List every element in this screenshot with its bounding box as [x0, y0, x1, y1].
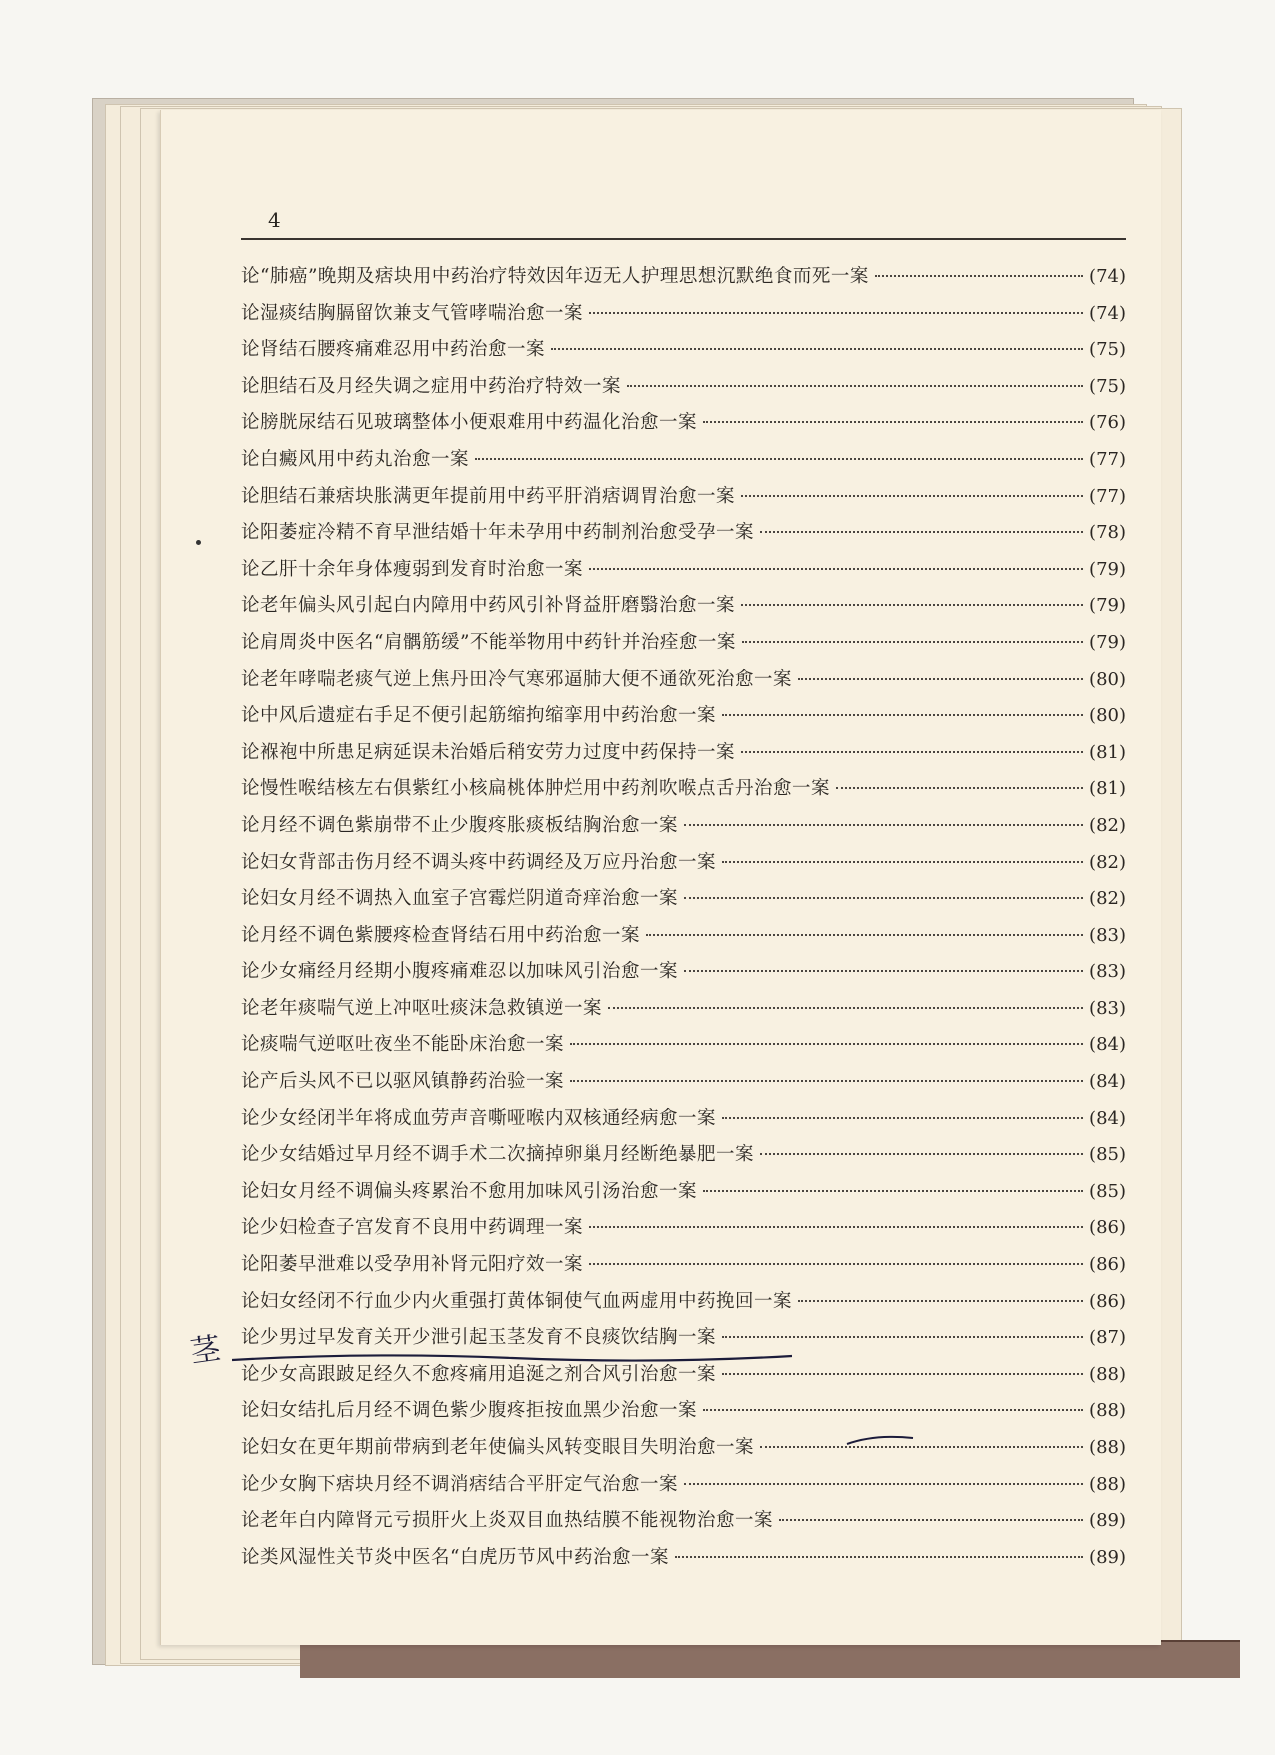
toc-dot-leader [589, 311, 1083, 314]
toc-entry-page: (74) [1089, 266, 1126, 287]
toc-entry [241, 884, 1126, 921]
toc-entry-page: (80) [1089, 705, 1126, 727]
toc-entry-page: (82) [1089, 851, 1126, 873]
toc-dot-leader [760, 1445, 1083, 1448]
toc-entry [241, 1213, 1126, 1250]
toc-dot-leader [475, 457, 1083, 460]
toc-dot-leader [589, 1225, 1083, 1228]
toc-entry [241, 555, 1126, 592]
toc-entry-page: (80) [1089, 668, 1126, 690]
toc-dot-leader [875, 274, 1083, 277]
toc-dot-leader [570, 1079, 1083, 1082]
toc-dot-leader [722, 860, 1083, 863]
toc-entry-title: 论中风后遗症右手足不便引起筋缩拘缩挛用中药治愈一案 [241, 705, 717, 727]
toc-entry [241, 372, 1126, 409]
toc-entry [241, 848, 1126, 885]
toc-dot-leader [760, 530, 1083, 533]
toc-entry-page: (79) [1089, 631, 1126, 653]
toc-entry-title: 论褓袍中所患足病延误未治婚后稍安劳力过度中药保持一案 [241, 741, 736, 763]
toc-entry [241, 1396, 1126, 1433]
toc-entry [241, 299, 1126, 336]
toc-entry-title: 论阳萎症冷精不育早泄结婚十年未孕用中药制剂治愈受孕一案 [241, 522, 755, 544]
toc-entry-page: (85) [1089, 1144, 1126, 1166]
toc-entry-title: 论老年哮喘老痰气逆上焦丹田冷气寒邪逼肺大便不通欲死治愈一案 [241, 668, 793, 690]
toc-entry [241, 994, 1126, 1031]
toc-entry-title: 论乙肝十余年身体瘦弱到发育时治愈一案 [241, 558, 584, 580]
toc-entry-title: 论类风湿性关节炎中医名“白虎历节风中药治愈一案 [241, 1546, 669, 1568]
toc-dot-leader [798, 1299, 1083, 1302]
handwritten-margin-note: 茎 [188, 1331, 223, 1370]
toc-entry [241, 957, 1126, 994]
toc-dot-leader [722, 1372, 1083, 1375]
toc-entry-title: 论少女经闭半年将成血劳声音嘶哑喉内双核通经病愈一案 [241, 1107, 717, 1129]
toc-entry-title: 论阳萎早泄难以受孕用补肾元阳疗效一案 [241, 1254, 584, 1276]
toc-entry [241, 921, 1126, 958]
toc-entry-page: (89) [1089, 1546, 1126, 1568]
toc-entry [241, 1287, 1126, 1324]
toc-entry-page: (75) [1089, 375, 1126, 397]
toc-dot-leader [627, 384, 1083, 387]
toc-entry-title: 论妇女经闭不行血少内火重强打黄体铜使气血两虚用中药挽回一案 [241, 1290, 793, 1312]
toc-entry-page: (83) [1089, 961, 1126, 983]
toc-entry-title: 论少妇检查子宫发育不良用中药调理一案 [241, 1217, 584, 1239]
toc-entry [241, 591, 1126, 628]
toc-entry [241, 408, 1126, 445]
toc-entry-title: 论妇女在更年期前带病到老年使偏头风转变眼目失明治愈一案 [241, 1437, 755, 1458]
toc-entry-title: 论妇女月经不调热入血室子宫霉烂阴道奇痒治愈一案 [241, 888, 679, 910]
toc-entry-page: (85) [1089, 1180, 1126, 1202]
toc-dot-leader [570, 1042, 1083, 1045]
toc-entry [241, 1177, 1126, 1214]
toc-entry [241, 335, 1126, 372]
toc-dot-leader [703, 1189, 1083, 1192]
toc-entry-title: 论肾结石腰疼痛难忍用中药治愈一案 [241, 339, 546, 361]
toc-entry-title: 论妇女背部击伤月经不调头疼中药调经及万应丹治愈一案 [241, 851, 717, 873]
page-number: 4 [268, 208, 281, 232]
toc-dot-leader [684, 969, 1083, 972]
toc-dot-leader [760, 1152, 1083, 1155]
toc-entry [241, 518, 1126, 555]
toc-entry-page: (89) [1089, 1510, 1126, 1532]
toc-entry [241, 445, 1126, 482]
toc-entry-title: 论肩周炎中医名“肩髃筋缓”不能举物用中药针并治痊愈一案 [241, 631, 736, 653]
toc-entry-page: (87) [1089, 1327, 1126, 1349]
toc-dot-leader [741, 603, 1083, 606]
toc-entry-title: 论膀胱尿结石见玻璃整体小便艰难用中药温化治愈一案 [241, 412, 698, 434]
toc-dot-leader [703, 420, 1083, 423]
toc-entry-page: (82) [1089, 888, 1126, 910]
table-of-contents [241, 262, 1126, 1579]
toc-dot-leader [741, 750, 1083, 753]
toc-entry-title: 论老年偏头风引起白内障用中药风引补肾益肝磨翳治愈一案 [241, 595, 736, 617]
toc-entry [241, 774, 1126, 811]
handwritten-underline [232, 1348, 792, 1368]
toc-entry-page: (88) [1089, 1363, 1126, 1385]
toc-entry-title: 论妇女结扎后月经不调色紫少腹疼拒按血黑少治愈一案 [241, 1400, 698, 1422]
toc-entry-page: (78) [1089, 522, 1126, 544]
toc-entry [241, 738, 1126, 775]
toc-entry-page: (83) [1089, 924, 1126, 946]
toc-entry-page: (81) [1089, 741, 1126, 763]
toc-entry-page: (86) [1089, 1254, 1126, 1276]
toc-entry-page: (75) [1089, 339, 1126, 361]
toc-dot-leader [608, 1006, 1083, 1009]
toc-dot-leader [836, 786, 1083, 789]
toc-entry-title: 论少女痛经月经期小腹疼痛难忍以加味风引治愈一案 [241, 961, 679, 983]
toc-entry-page: (82) [1089, 814, 1126, 836]
toc-entry [241, 1433, 1126, 1470]
toc-entry-title: 论白癜风用中药丸治愈一案 [241, 448, 470, 470]
toc-dot-leader [779, 1518, 1083, 1521]
toc-dot-leader [798, 677, 1083, 680]
toc-entry-page: (88) [1089, 1473, 1126, 1495]
toc-entry-page: (79) [1089, 558, 1126, 580]
toc-dot-leader [741, 494, 1083, 497]
toc-entry-title: 论胆结石及月经失调之症用中药治疗特效一案 [241, 375, 622, 397]
toc-entry-title: 论少女胸下痞块月经不调消痞结合平肝定气治愈一案 [241, 1473, 679, 1495]
toc-dot-leader [703, 1408, 1083, 1411]
toc-dot-leader [722, 713, 1083, 716]
ink-dot [196, 540, 201, 545]
toc-entry-page: (84) [1089, 1071, 1126, 1093]
toc-entry [241, 665, 1126, 702]
toc-entry-page: (81) [1089, 778, 1126, 800]
toc-dot-leader [589, 1262, 1083, 1265]
toc-dot-leader [742, 640, 1083, 643]
toc-entry-page: (76) [1089, 412, 1126, 434]
toc-entry-title: 论妇女月经不调偏头疼累治不愈用加味风引汤治愈一案 [241, 1180, 698, 1202]
toc-dot-leader [684, 823, 1083, 826]
toc-entry [241, 1067, 1126, 1104]
toc-entry [241, 262, 1126, 299]
toc-entry [241, 1030, 1126, 1067]
handwritten-dash [845, 1432, 915, 1448]
toc-dot-leader [722, 1116, 1083, 1119]
toc-entry-title: 论老年痰喘气逆上冲呕吐痰沫急救镇逆一案 [241, 997, 603, 1019]
toc-entry-page: (74) [1089, 302, 1126, 324]
toc-entry-page: (86) [1089, 1290, 1126, 1312]
toc-entry-title: 论慢性喉结核左右俱紫红小核扁桃体肿烂用中药剂吹喉点舌丹治愈一案 [241, 778, 831, 800]
toc-dot-leader [722, 1335, 1083, 1338]
toc-entry [241, 1104, 1126, 1141]
toc-entry [241, 811, 1126, 848]
toc-entry [241, 1506, 1126, 1543]
toc-entry-page: (86) [1089, 1217, 1126, 1239]
toc-entry-page: (84) [1089, 1034, 1126, 1056]
toc-dot-leader [551, 347, 1083, 350]
toc-entry [241, 1470, 1126, 1507]
toc-entry [241, 1140, 1126, 1177]
toc-entry-page: (77) [1089, 485, 1126, 507]
toc-entry-page: (79) [1089, 595, 1126, 617]
toc-entry-title: 论少女结婚过早月经不调手术二次摘掉卵巢月经断绝暴肥一案 [241, 1144, 755, 1166]
toc-dot-leader [684, 1482, 1083, 1485]
toc-dot-leader [646, 933, 1083, 936]
toc-entry-title: 论湿痰结胸膈留饮兼支气管哮喘治愈一案 [241, 302, 584, 324]
toc-entry-title: 论“肺癌”晚期及痞块用中药治疗特效因年迈无人护理思想沉默绝食而死一案 [241, 266, 869, 287]
document-page [160, 110, 1161, 1645]
toc-dot-leader [684, 896, 1083, 899]
toc-entry-title: 论胆结石兼痞块胀满更年提前用中药平肝消痞调胃治愈一案 [241, 485, 736, 507]
toc-entry-title: 论痰喘气逆呕吐夜坐不能卧床治愈一案 [241, 1034, 565, 1056]
toc-entry-page: (88) [1089, 1437, 1126, 1458]
toc-entry-title: 论月经不调色紫崩带不止少腹疼胀痰板结胸治愈一案 [241, 814, 679, 836]
toc-entry [241, 1543, 1126, 1580]
toc-entry-page: (83) [1089, 997, 1126, 1019]
toc-entry [241, 1250, 1126, 1287]
toc-entry [241, 701, 1126, 738]
toc-entry [241, 482, 1126, 519]
toc-dot-leader [589, 567, 1083, 570]
book-cover-edge [300, 1640, 1240, 1678]
toc-entry-page: (88) [1089, 1400, 1126, 1422]
toc-entry [241, 628, 1126, 665]
toc-entry-title: 论月经不调色紫腰疼检查肾结石用中药治愈一案 [241, 924, 641, 946]
toc-entry-title: 论少女高跟跛足经久不愈疼痛用追涎之剂合风引治愈一案 [241, 1363, 717, 1385]
toc-entry-title: 论少男过早发育关开少泄引起玉茎发育不良痰饮结胸一案 [241, 1327, 717, 1349]
header-rule [241, 238, 1126, 240]
toc-entry-page: (77) [1089, 448, 1126, 470]
toc-entry-page: (84) [1089, 1107, 1126, 1129]
toc-entry-title: 论产后头风不已以驱风镇静药治验一案 [241, 1071, 565, 1093]
toc-dot-leader [675, 1555, 1083, 1558]
toc-entry-title: 论老年白内障肾元亏损肝火上炎双目血热结膜不能视物治愈一案 [241, 1510, 774, 1532]
